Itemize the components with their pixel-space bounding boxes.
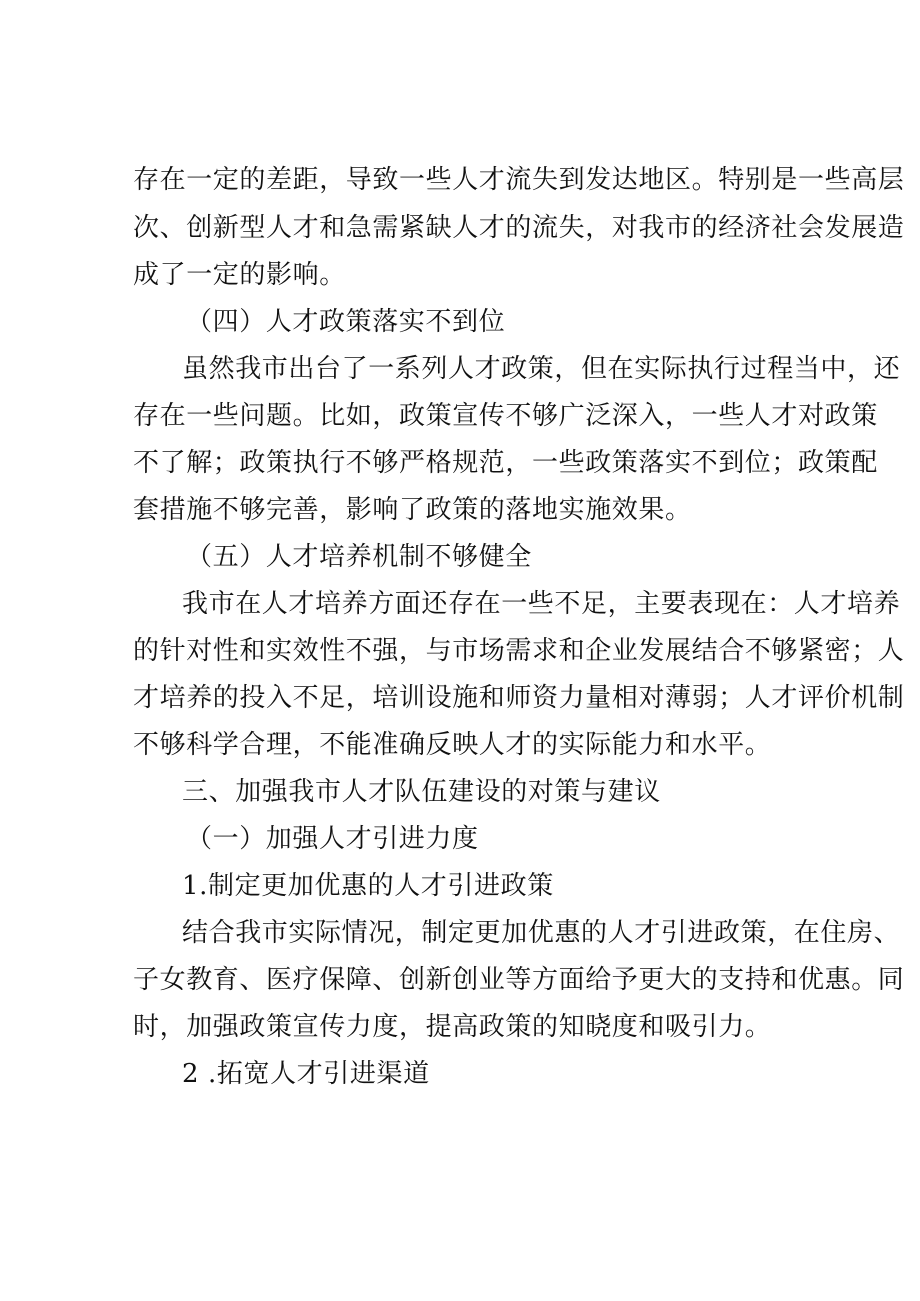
paragraph-line: 存在一些问题。比如，政策宣传不够广泛深入，一些人才对政策: [133, 401, 878, 431]
paragraph-line: 结合我市实际情况，制定更加优惠的人才引进政策，在住房、: [182, 918, 901, 948]
paragraph-line: 子女教育、医疗保障、创新创业等方面给予更大的支持和优惠。同: [133, 965, 905, 995]
major-heading: 三、加强我市人才队伍建设的对策与建议: [182, 777, 661, 807]
paragraph-line: 成了一定的影响。: [133, 260, 346, 290]
subsection-heading: （一）加强人才引进力度: [186, 824, 479, 854]
paragraph-line: 套措施不够完善，影响了政策的落地实施效果。: [133, 495, 692, 525]
paragraph-line: 不够科学合理，不能准确反映人才的实际能力和水平。: [133, 730, 772, 760]
paragraph-line: 次、创新型人才和急需紧缺人才的流失，对我市的经济社会发展造: [133, 213, 905, 243]
paragraph-line: 时，加强政策宣传力度，提高政策的知晓度和吸引力。: [133, 1012, 772, 1042]
paragraph-line: 的针对性和实效性不强，与市场需求和企业发展结合不够紧密；人: [133, 636, 905, 666]
section-heading: （五）人才培养机制不够健全: [186, 542, 532, 572]
paragraph-line: 不了解；政策执行不够严格规范，一些政策落实不到位；政策配: [133, 448, 878, 478]
paragraph-line: 才培养的投入不足，培训设施和师资力量相对薄弱；人才评价机制: [133, 683, 905, 713]
paragraph-line: 我市在人才培养方面还存在一些不足，主要表现在：人才培养: [182, 589, 901, 619]
paragraph-line: 虽然我市出台了一系列人才政策，但在实际执行过程当中，还: [182, 354, 901, 384]
section-heading: （四）人才政策落实不到位: [186, 307, 506, 337]
item-heading: 2 .拓宽人才引进渠道: [182, 1059, 430, 1089]
item-heading: 1.制定更加优惠的人才引进政策: [182, 871, 554, 901]
paragraph-line: 存在一定的差距，导致一些人才流失到发达地区。特别是一些高层: [133, 165, 905, 195]
